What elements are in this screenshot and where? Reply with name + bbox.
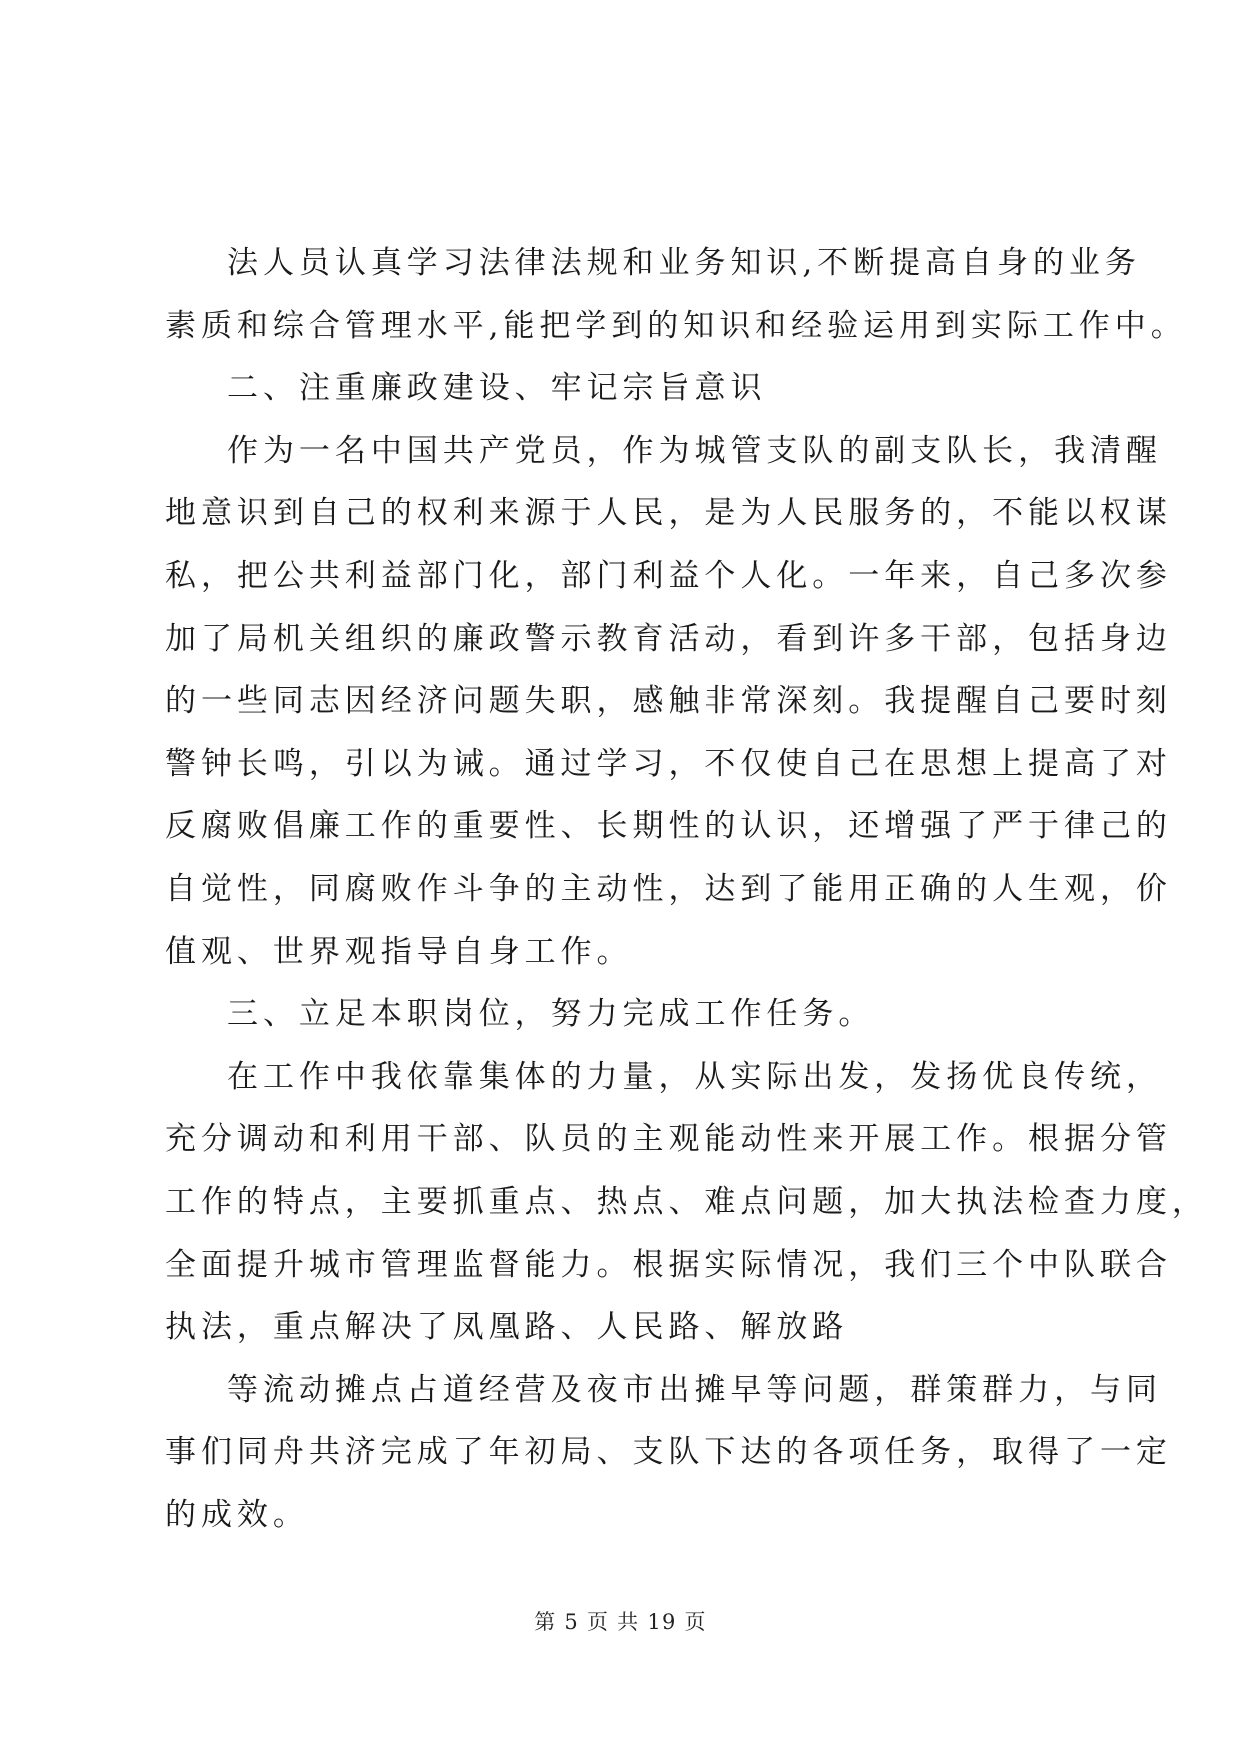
text-line: 加了局机关组织的廉政警示教育活动，看到许多干部，包括身边 — [165, 620, 1172, 657]
text-line: 的一些同志因经济问题失职，感触非常深刻。我提醒自己要时刻 — [165, 683, 1172, 720]
text-line: 执法，重点解决了凤凰路、人民路、解放路 — [165, 1309, 849, 1346]
page-footer: 第 5 页 共 19 页 — [534, 1610, 707, 1634]
text-line: 二、注重廉政建设、牢记宗旨意识 — [227, 370, 767, 407]
text-line: 全面提升城市管理监督能力。根据实际情况，我们三个中队联合 — [165, 1246, 1172, 1283]
text-line: 法人员认真学习法律法规和业务知识,不断提高自身的业务 — [227, 245, 1141, 281]
text-line: 三、立足本职岗位，努力完成工作任务。 — [227, 996, 875, 1033]
text-line: 值观、世界观指导自身工作。 — [165, 933, 633, 970]
text-line: 私，把公共利益部门化，部门利益个人化。一年来，自己多次参 — [165, 557, 1172, 594]
text-line: 等流动摊点占道经营及夜市出摊早等问题，群策群力，与同 — [227, 1371, 1162, 1408]
text-line: 在工作中我依靠集体的力量，从实际出发，发扬优良传统， — [227, 1058, 1162, 1095]
text-line: 警钟长鸣，引以为诫。通过学习，不仅使自己在思想上提高了对 — [165, 745, 1172, 782]
text-line: 素质和综合管理水平,能把学到的知识和经验运用到实际工作中。 — [165, 307, 1187, 344]
text-line: 反腐败倡廉工作的重要性、长期性的认识，还增强了严于律己的 — [165, 808, 1172, 845]
document-body — [165, 232, 1208, 1546]
text-line: 的成效。 — [165, 1496, 309, 1533]
text-line: 工作的特点，主要抓重点、热点、难点问题，加大执法检查力度， — [165, 1183, 1208, 1220]
text-line: 充分调动和利用干部、队员的主观能动性来开展工作。根据分管 — [165, 1121, 1172, 1158]
text-line: 地意识到自己的权利来源于人民，是为人民服务的，不能以权谋 — [165, 495, 1172, 532]
text-line: 作为一名中国共产党员，作为城管支队的副支队长，我清醒 — [227, 432, 1162, 469]
text-line: 自觉性，同腐败作斗争的主动性，达到了能用正确的人生观，价 — [165, 870, 1172, 907]
text-line: 事们同舟共济完成了年初局、支队下达的各项任务，取得了一定 — [165, 1434, 1172, 1471]
